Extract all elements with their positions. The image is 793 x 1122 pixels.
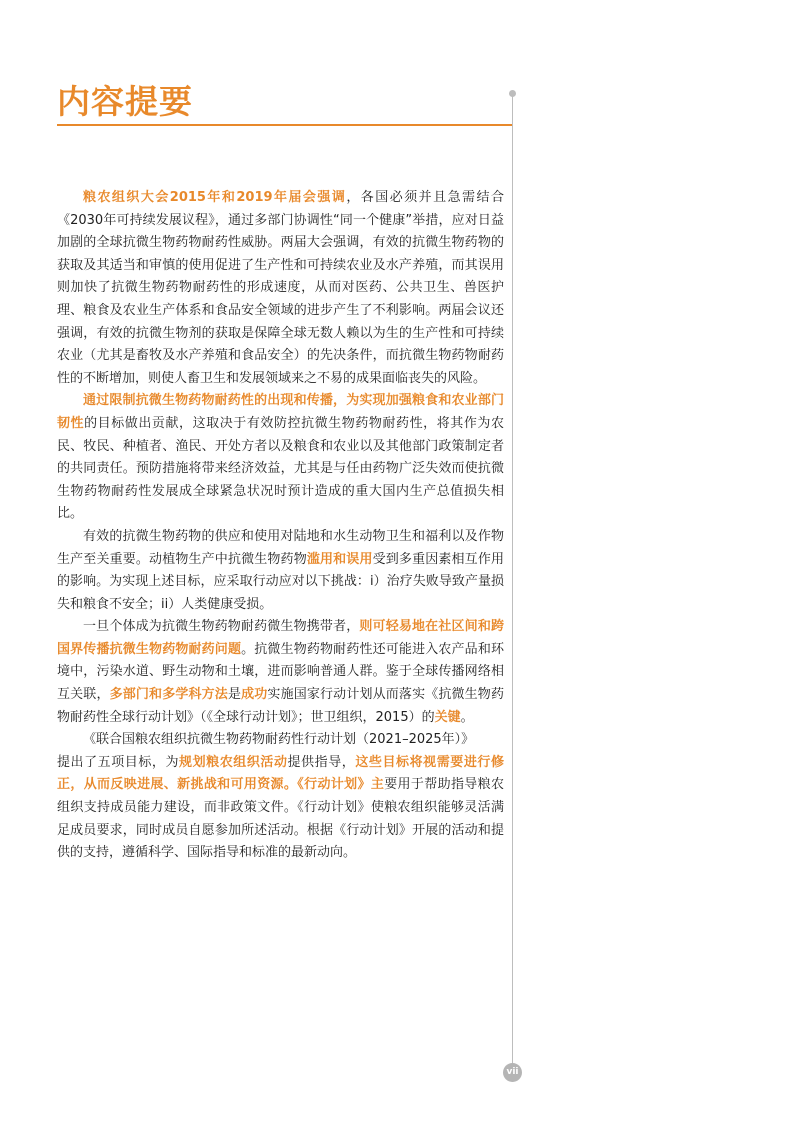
highlight: 滥用和误用	[306, 551, 373, 567]
text: 提供指导，	[287, 754, 356, 770]
summary-body	[57, 187, 504, 865]
text: 要用于帮助指导粮农组织支持成员能力建设，而非政策文件。《行动计划》使粮农组织能够灵活满足成员要求，同时成员自愿参加所述活动。根据《行动计划》开展的活动和提供的支持，遵循科学、国际指导和标准的最新动向。	[57, 777, 504, 861]
page-title: 内容提要	[57, 82, 193, 121]
text: 有效的抗微生物药物的供应和使用对陆地和水生动物卫生和福利以及作物生产至关重要。动植物生产中抗微生物药物	[57, 528, 504, 567]
highlight: 成功	[241, 687, 268, 703]
paragraph-5	[57, 752, 504, 865]
highlight: 这些目标将视需要进行修正，从而反映进展、新挑战和可用资源。《行动计划》主	[57, 754, 504, 793]
highlight: 粮农组织大会2015年和2019年届会强调	[83, 190, 347, 205]
text: 。抗微生物药物耐药性还可能进入农产品和环境中，污染水道、野生动物和土壤，进而影响普通人群。鉴于全球传播网络相互关联，	[57, 641, 504, 703]
text: 受到多重因素相互作用的影响。为实现上述目标，应采取行动应对以下挑战：i）治疗失败导致产量损失和粮食不安全；ii）人类健康受损。	[57, 551, 504, 612]
paragraph-3	[57, 526, 504, 616]
text: 提出了五项目标，为	[57, 754, 180, 770]
page-number-badge: vii	[503, 1063, 522, 1082]
paragraph-4	[57, 616, 504, 729]
highlight: 通过限制抗微生物药物耐药性的出现和传播，为实现加强粮食和农业部门韧性	[57, 393, 504, 431]
text: 实施国家行动计划从而落实《抗微生物药物耐药性全球行动计划》（《全球行动计划》；世卫组织，2015）的	[57, 687, 504, 725]
text: 。	[460, 709, 474, 725]
text: 《联合国粮农组织抗微生物药物耐药性行动计划（2021–2025年）》	[83, 732, 475, 748]
highlight: 则可轻易地在社区间和跨国界传播抗微生物药物耐药问题	[57, 619, 504, 657]
text: 的目标做出贡献，这取决于有效防控抗微生物药物耐药性，将其作为农民、牧民、种植者、渔民、开处方者以及粮食和农业以及其他部门政策制定者的共同责任。预防措施将带来经济效益，尤其是与任由药物广泛失效而使抗微生物药物耐药性发展成全球紧急状况时预计造成的重大国内生产总值损失相比。	[57, 415, 504, 522]
highlight: 规划粮农组织活动	[179, 754, 288, 770]
text: ，各国必须并且急需结合《2030年可持续发展议程》，通过多部门协调性“同一个健康”举措，应对日益加剧的全球抗微生物药物耐药性威胁。两届大会强调，有效的抗微生物药物的获取及其适当和审慎的使用促进了生产性和可持续农业及水产养殖，而其误用则加快了抗微生物药物耐药性的形成速度，从而对医药、公共卫生、兽医护理、粮食及农业生产体系和食品安全领域的进步产生了不利影响。两届会议还强调，有效的抗微生物剂的获取是保障全球无数人赖以为生的生产性和可持续农业（尤其是畜牧及水产养殖和食品安全）的先决条件，而抗微生物药物耐药性的不断增加，则使人畜卫生和发展领域来之不易的成果面临丧失的风险。	[57, 190, 504, 386]
title-underline	[57, 124, 512, 126]
margin-vertical-rule	[512, 94, 513, 1064]
paragraph-5-lead	[57, 729, 504, 752]
text: 是	[227, 687, 242, 703]
highlight: 关键	[434, 709, 461, 725]
highlight: 多部门和多学科方法	[109, 687, 228, 703]
paragraph-2	[57, 390, 504, 526]
paragraph-1	[57, 187, 504, 390]
text: 一旦个体成为抗微生物药物耐药微生物携带者，	[83, 619, 360, 635]
